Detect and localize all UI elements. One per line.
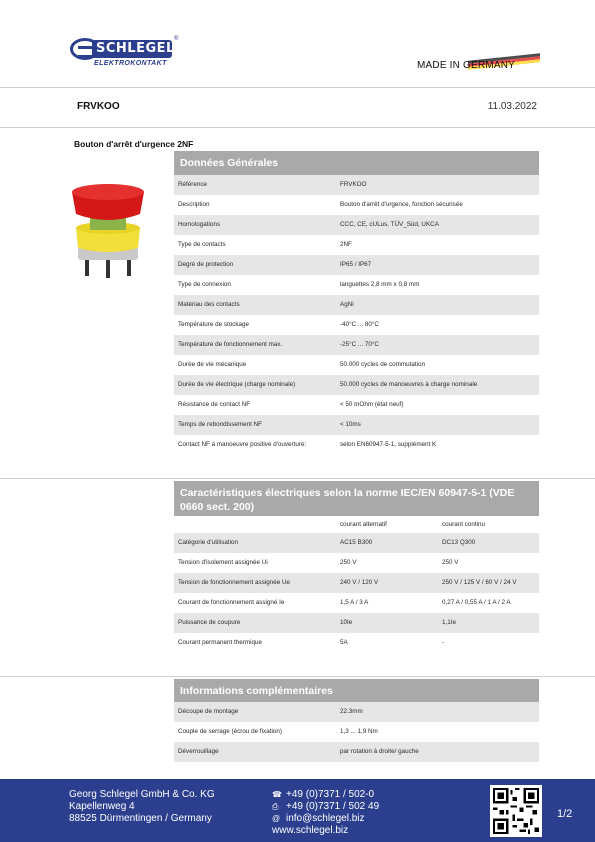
table-row [174, 195, 539, 215]
row-value: 5A [340, 639, 348, 646]
schlegel-logo: SCHLEGEL ® ELEKTROKONTAKT [70, 36, 180, 72]
table-row [174, 375, 539, 395]
row-label: Résistance de contact NF [178, 401, 251, 408]
row-value: languettes 2,8 mm x 0,8 mm [340, 281, 420, 288]
row-value: < 10ms [340, 421, 361, 428]
row-value: 1,5 A / 3 A [340, 599, 369, 606]
email-link[interactable]: info@schlegel.biz [286, 813, 365, 824]
row-value: < 50 mOhm (état neuf) [340, 401, 404, 408]
row-label: Type de contacts [178, 241, 226, 248]
row-value: selon EN60947-5-1, supplément K [340, 441, 437, 448]
website-link[interactable]: www.schlegel.biz [272, 825, 349, 836]
row-value-dc: 250 V / 125 V / 60 V / 24 V [442, 579, 517, 586]
row-value: -40°C ... 80°C [340, 321, 379, 328]
row-value: CCC, CE, cULus, TÜV_Süd, UKCA [340, 221, 439, 228]
table-row [174, 255, 539, 275]
email-icon: @ [272, 814, 281, 823]
document-date: 11.03.2022 [487, 101, 537, 112]
table-row [174, 235, 539, 255]
table-row [174, 633, 539, 653]
divider [0, 478, 595, 479]
qr-code[interactable] [490, 785, 542, 837]
row-value: 22.3mm [340, 708, 363, 715]
row-value: 240 V / 120 V [340, 579, 379, 586]
divider [0, 676, 595, 677]
street: Kapellenweg 4 [69, 801, 135, 812]
row-value: 1,3 ... 1,9 Nm [340, 728, 378, 735]
phone-number[interactable]: +49 (0)7371 / 502-0 [286, 789, 375, 800]
product-subtitle: Bouton d'arrêt d'urgence 2NF [74, 139, 194, 149]
column-dc-header: courant continu [442, 521, 486, 528]
section-title: Informations complémentaires [174, 679, 539, 702]
general-data-section [174, 151, 539, 455]
row-label: Tension d'isolement assignée Ui [178, 559, 268, 566]
column-ac-header: courant alternatif [340, 521, 387, 528]
row-value: 10Ie [340, 619, 353, 626]
row-label: Puissance de coupure [178, 619, 241, 626]
section-title: Données Générales [174, 151, 539, 175]
row-label: Contact NF à manoeuvre positive d'ouverture: [178, 441, 307, 448]
company-address [69, 789, 215, 825]
table-row [174, 435, 539, 455]
table-row [174, 335, 539, 355]
page-number: 1/2 [557, 808, 573, 820]
row-value: -25°C ... 70°C [340, 341, 379, 348]
row-label: Homologations [178, 221, 221, 228]
row-label: Température de fonctionnement max. [178, 341, 283, 348]
table-row [174, 702, 539, 722]
table-row [174, 593, 539, 613]
fax-number: +49 (0)7371 / 502 49 [286, 801, 380, 812]
row-value: 250 V [340, 559, 357, 566]
footer [0, 779, 595, 842]
extra-info-section [174, 679, 539, 762]
table-row [174, 573, 539, 593]
company-name: Georg Schlegel GmbH & Co. KG [69, 789, 215, 800]
row-label: Catégorie d'utilisation [178, 539, 239, 546]
emergency-stop-button-image [68, 180, 148, 280]
table-row [174, 415, 539, 435]
row-value: par rotation à droite/ gauche [340, 748, 419, 755]
row-value: IP65 / IP67 [340, 261, 372, 268]
row-label: Degré de protection [178, 261, 234, 268]
row-value-dc: 0,27 A / 0,55 A / 1 A / 2 A [442, 599, 511, 606]
fax-icon: ⎙ [272, 802, 279, 811]
product-code: FRVKOO [77, 101, 120, 112]
row-label: Déverrouillage [178, 748, 219, 755]
table-row [174, 215, 539, 235]
row-value-dc: 250 V [442, 559, 459, 566]
table-row [174, 315, 539, 335]
city: 88525 Dürmentingen / Germany [69, 813, 212, 824]
row-value-dc: - [442, 639, 445, 646]
table-row [174, 175, 539, 195]
row-label: Type de connexion [178, 281, 231, 288]
row-value: 50.000 cycles de manoeuvres à charge nominale [340, 381, 478, 388]
table-row [174, 295, 539, 315]
row-value: AC15 B300 [340, 539, 373, 546]
row-value: 50.000 cycles de commutation [340, 361, 426, 368]
table-row [174, 533, 539, 553]
table-row [174, 275, 539, 295]
row-label: Courant permanent thermique [178, 639, 263, 646]
row-value: Bouton d'arrêt d'urgence, fonction sécurisée [340, 201, 463, 208]
row-value: FRVKOO [340, 181, 367, 188]
divider [0, 127, 595, 128]
table-row [174, 355, 539, 375]
row-value-dc: DC13 Q300 [442, 539, 476, 546]
table-row [174, 553, 539, 573]
row-value: AgNi [340, 301, 354, 308]
row-label: Description [178, 201, 210, 208]
row-value: 2NF [340, 241, 352, 248]
row-label: Tension de fonctionnement assignée Ue [178, 579, 291, 586]
table-row [174, 742, 539, 762]
section-title: Caractéristiques électriques selon la norme IEC/EN 60947-5-1 (VDE 0660 sect. 200) [174, 481, 539, 516]
row-label: Durée de vie électrique (charge nominale) [178, 381, 296, 388]
logo-name: SCHLEGEL [96, 41, 175, 56]
row-label: Temps de rebondissement NF [178, 421, 262, 428]
made-in-germany: MADE IN GERMANY [417, 60, 516, 71]
table-row [174, 395, 539, 415]
table-row [174, 613, 539, 633]
electrical-section [174, 481, 539, 653]
divider [0, 87, 595, 88]
row-label: Température de stockage [178, 321, 250, 328]
table-row [174, 722, 539, 742]
row-label: Matériau des contacts [178, 301, 240, 308]
column-headers [174, 516, 539, 533]
row-label: Durée de vie mécanique [178, 361, 247, 368]
contact-info [272, 789, 379, 825]
row-label: Courant de fonctionnement assigné Ie [178, 599, 285, 606]
row-label: Couple de serrage (écrou de fixation) [178, 728, 282, 735]
row-label: Découpe de montage [178, 708, 239, 715]
logo-subtitle: ELEKTROKONTAKT [94, 60, 167, 67]
row-value-dc: 1,1Ie [442, 619, 457, 626]
phone-icon: ☎ [272, 790, 282, 799]
row-label: Référence [178, 181, 208, 188]
